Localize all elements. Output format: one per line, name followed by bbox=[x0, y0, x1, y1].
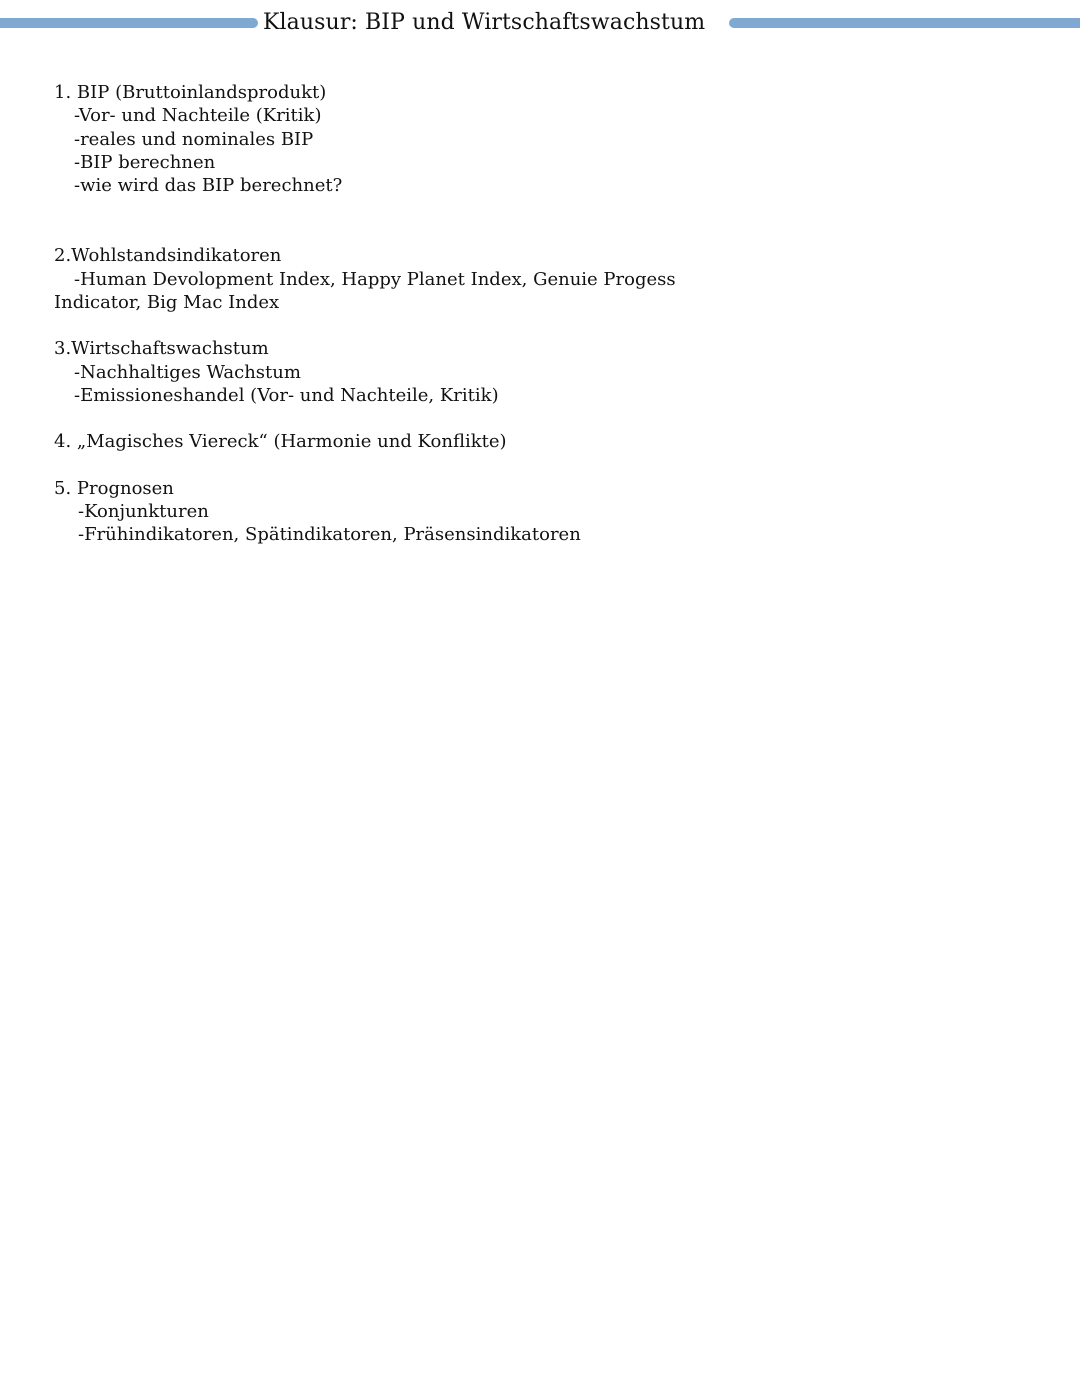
list-item: -Frühindikatoren, Spätindikatoren, Präsensindikatoren bbox=[78, 524, 581, 546]
section-magisches-viereck bbox=[54, 430, 814, 453]
document-body bbox=[54, 81, 814, 546]
section-heading: 5. Prognosen bbox=[54, 477, 174, 499]
section-heading: 3.Wirtschaftswachstum bbox=[54, 338, 269, 360]
header-accent-bar-right bbox=[729, 18, 1080, 28]
list-item: -Vor- und Nachteile (Kritik) bbox=[74, 105, 322, 127]
header-accent-bar-left bbox=[0, 18, 258, 28]
section-wohlstandsindikatoren bbox=[54, 244, 814, 314]
section-heading: 1. BIP (Bruttoinlandsprodukt) bbox=[54, 82, 327, 103]
list-item: -Human Devolopment Index, Happy Planet Index, Genuie Progess bbox=[74, 268, 676, 290]
section-bip bbox=[54, 81, 814, 197]
list-item: -BIP berechnen bbox=[74, 151, 216, 173]
section-heading: 2.Wohlstandsindikatoren bbox=[54, 245, 282, 267]
section-prognosen bbox=[54, 477, 814, 547]
list-item: -wie wird das BIP berechnet? bbox=[74, 175, 343, 197]
list-item: -reales und nominales BIP bbox=[74, 128, 314, 150]
list-item: -Emissioneshandel (Vor- und Nachteile, Kritik) bbox=[74, 384, 499, 406]
list-item-continuation: Indicator, Big Mac Index bbox=[54, 292, 280, 314]
section-wirtschaftswachstum bbox=[54, 337, 814, 407]
list-item: -Nachhaltiges Wachstum bbox=[74, 361, 301, 383]
section-heading: 4. „Magisches Viereck“ (Harmonie und Konflikte) bbox=[54, 431, 507, 453]
page-title: Klausur: BIP und Wirtschaftswachstum bbox=[263, 10, 706, 35]
list-item: -Konjunkturen bbox=[78, 500, 209, 522]
